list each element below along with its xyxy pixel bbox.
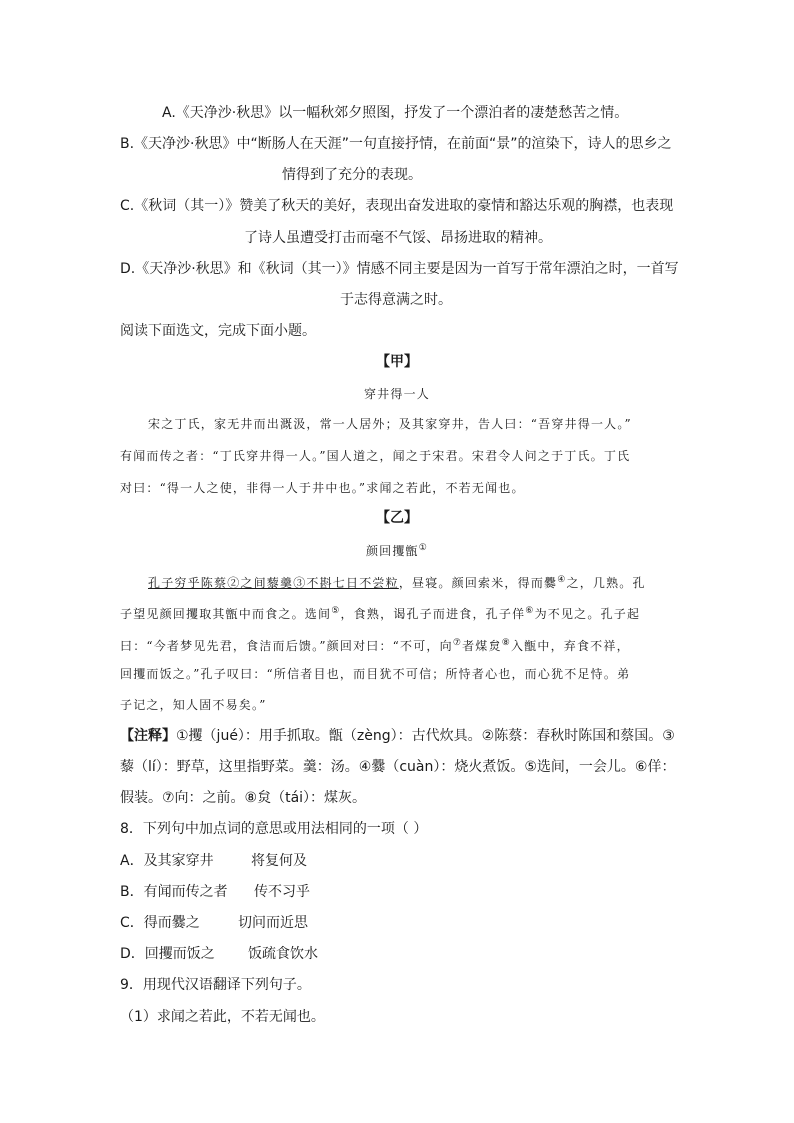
q8-option-c: [120, 913, 308, 933]
option-left: B．有闻而传之者: [120, 884, 228, 900]
notes-line: [120, 726, 675, 746]
option-left: A．及其家穿井: [120, 853, 214, 869]
option-b-line2: 情得到了充分的表现。: [282, 167, 422, 183]
passage-yi-line: 子记之，知人固不易矣。”: [120, 698, 267, 712]
passage-yi-line: [148, 570, 646, 593]
footnote-marker: ⑤: [331, 606, 341, 616]
text-segment: 为不见之。孔子起: [534, 607, 641, 621]
passage-yi-title: [0, 538, 794, 561]
q8-option-b: [120, 882, 310, 902]
text-segment: ，食熟，谒孔子而进食，孔子佯: [340, 607, 526, 621]
passage-jia-header: 【甲】: [376, 354, 418, 370]
passage-yi-header: 【乙】: [376, 510, 418, 526]
option-a: A.《天净沙·秋思》以一幅秋郊夕照图，抒发了一个漂泊者的凄楚愁苦之情。: [162, 105, 629, 121]
title-text: 颜回攫甑: [365, 544, 419, 558]
notes-line: 假装。⑦向：之前。⑧炱（tái）：煤灰。: [120, 790, 367, 806]
option-left: C．得而爨之: [120, 915, 200, 931]
text-segment: ，昼寝。颜回索米，得而爨: [398, 576, 558, 590]
text-segment: 者煤炱: [462, 639, 502, 653]
passage-jia-line: 对曰：“得一人之使，非得一人于井中也。”求闻之若此，不若无闻也。: [120, 481, 525, 495]
option-c-line1: C.《秋词（其一）》赞美了秋天的美好，表现出奋发进取的豪情和豁达乐观的胸襟，也表现: [120, 198, 674, 214]
option-right: 饭疏食饮水: [248, 946, 318, 962]
passage-yi-line: [120, 601, 640, 624]
passage-yi-line: [120, 633, 630, 656]
passage-jia-line: 有闻而传之者：“丁氏穿井得一人。”国人道之，闻之于宋君。宋君令人问之于丁氏。丁氏: [120, 449, 631, 463]
notes-line: 藜（lí）：野草，这里指野菜。羹：汤。④爨（cuàn）：烧火煮饭。⑤选间，一会儿。⑥佯：: [120, 759, 676, 775]
option-d-line1: D.《天净沙·秋思》和《秋词（其一）》情感不同主要是因为一首写于常年漂泊之时，一首写: [120, 261, 679, 277]
reading-instruction: 阅读下面选文，完成下面小题。: [120, 323, 316, 339]
passage-jia-line: 宋之丁氏，家无井而出溉汲，常一人居外；及其家穿井，告人曰：“吾穿井得一人。”: [148, 417, 632, 431]
option-left: D．回攫而饭之: [120, 946, 215, 962]
notes-label: 【注释】: [120, 728, 176, 744]
notes-text: ①攫（jué）：用手抓取。甑（zèng）：古代炊具。②陈蔡：春秋时陈国和蔡国。③: [176, 728, 675, 744]
option-d-line2: 于志得意满之时。: [340, 292, 452, 308]
question-9-stem: 9．用现代汉语翻译下列句子。: [120, 977, 311, 993]
text-segment: 入甑中，弃食不祥，: [510, 639, 630, 653]
option-b-line1: B.《天净沙·秋思》中“断肠人在天涯”一句直接抒情，在前面“景”的渲染下，诗人的思乡之: [120, 136, 672, 152]
footnote-marker: ⑦: [452, 638, 463, 648]
option-right: 将复何及: [251, 853, 307, 869]
text-segment: 子望见颜回攫取其甑中而食之。选间: [120, 607, 332, 621]
passage-yi-line: 回攫而饭之。”孔子叹曰：“所信者目也，而目犹不可信；所恃者心也，而心犹不足恃。弟: [120, 667, 631, 681]
option-right: 切问而近思: [238, 915, 308, 931]
footnote-marker: ⑥: [525, 606, 535, 616]
footnote-marker: ④: [557, 575, 567, 585]
question-9-sub1: （1）求闻之若此，不若无闻也。: [120, 1009, 325, 1025]
q8-option-a: [120, 851, 307, 871]
text-segment: 曰：“今者梦见先君，食洁而后馈。”颜回对曰：“不可，向: [120, 639, 453, 653]
q8-option-d: [120, 944, 318, 964]
footnote-marker: ⑧: [501, 638, 511, 648]
footnote-marker: ①: [418, 543, 429, 553]
text-segment: 之，几熟。孔: [566, 576, 646, 590]
option-right: 传不习乎: [254, 884, 310, 900]
underlined-sentence: 孔子穷乎陈蔡②之间藜羹③不斟七日不尝粒: [148, 576, 399, 590]
passage-jia-title: 穿井得一人: [363, 387, 430, 401]
question-8-stem: 8．下列句中加点词的意思或用法相同的一项（ ）: [120, 821, 428, 837]
option-c-line2: 了诗人虽遭受打击而毫不气馁、昂扬进取的精神。: [244, 230, 552, 246]
